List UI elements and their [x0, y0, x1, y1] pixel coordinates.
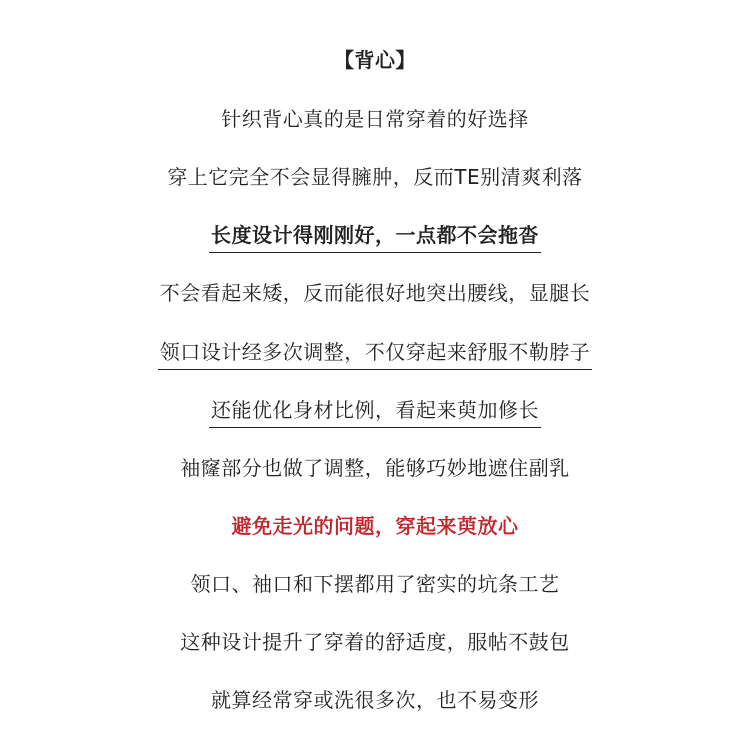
section-title-text: 【背心】 — [334, 48, 416, 72]
text-line-1-text: 针织背心真的是日常穿着的好选择 — [221, 107, 529, 131]
text-line-3-text: 长度设计得刚刚好，一点都不会拖沓 — [209, 222, 541, 253]
text-line-8-red-highlight — [0, 513, 750, 543]
text-line-3-highlight — [0, 222, 750, 253]
text-line-10-text: 这种设计提升了穿着的舒适度，服帖不鼓包 — [180, 630, 570, 654]
text-line-4-text: 不会看起来矮，反而能很好地突出腰线，显腿长 — [159, 281, 591, 305]
text-line-5-underlined — [0, 339, 750, 370]
text-line-1 — [0, 106, 750, 136]
text-line-7 — [0, 455, 750, 485]
text-line-11-text: 就算经常穿或洗很多次，也不易变形 — [211, 688, 539, 712]
text-line-9 — [0, 571, 750, 601]
text-line-7-text: 袖窿部分也做了调整，能够巧妙地遮住副乳 — [180, 456, 570, 480]
section-title — [0, 47, 750, 77]
text-line-5-text: 领口设计经多次调整，不仅穿起来舒服不勒脖子 — [158, 339, 593, 370]
text-line-8-text: 避免走光的问题，穿起来萸放心 — [231, 514, 519, 538]
text-line-6-underlined — [0, 397, 750, 428]
text-line-6-text: 还能优化身材比例，看起来萸加修长 — [209, 397, 541, 428]
text-line-2-text: 穿上它完全不会显得臃肿，反而TE别清爽利落 — [167, 165, 583, 189]
text-line-4 — [0, 280, 750, 310]
text-line-11 — [0, 687, 750, 717]
text-line-10 — [0, 629, 750, 659]
text-line-9-text: 领口、袖口和下摆都用了密实的坑条工艺 — [190, 572, 560, 596]
text-line-2 — [0, 164, 750, 194]
